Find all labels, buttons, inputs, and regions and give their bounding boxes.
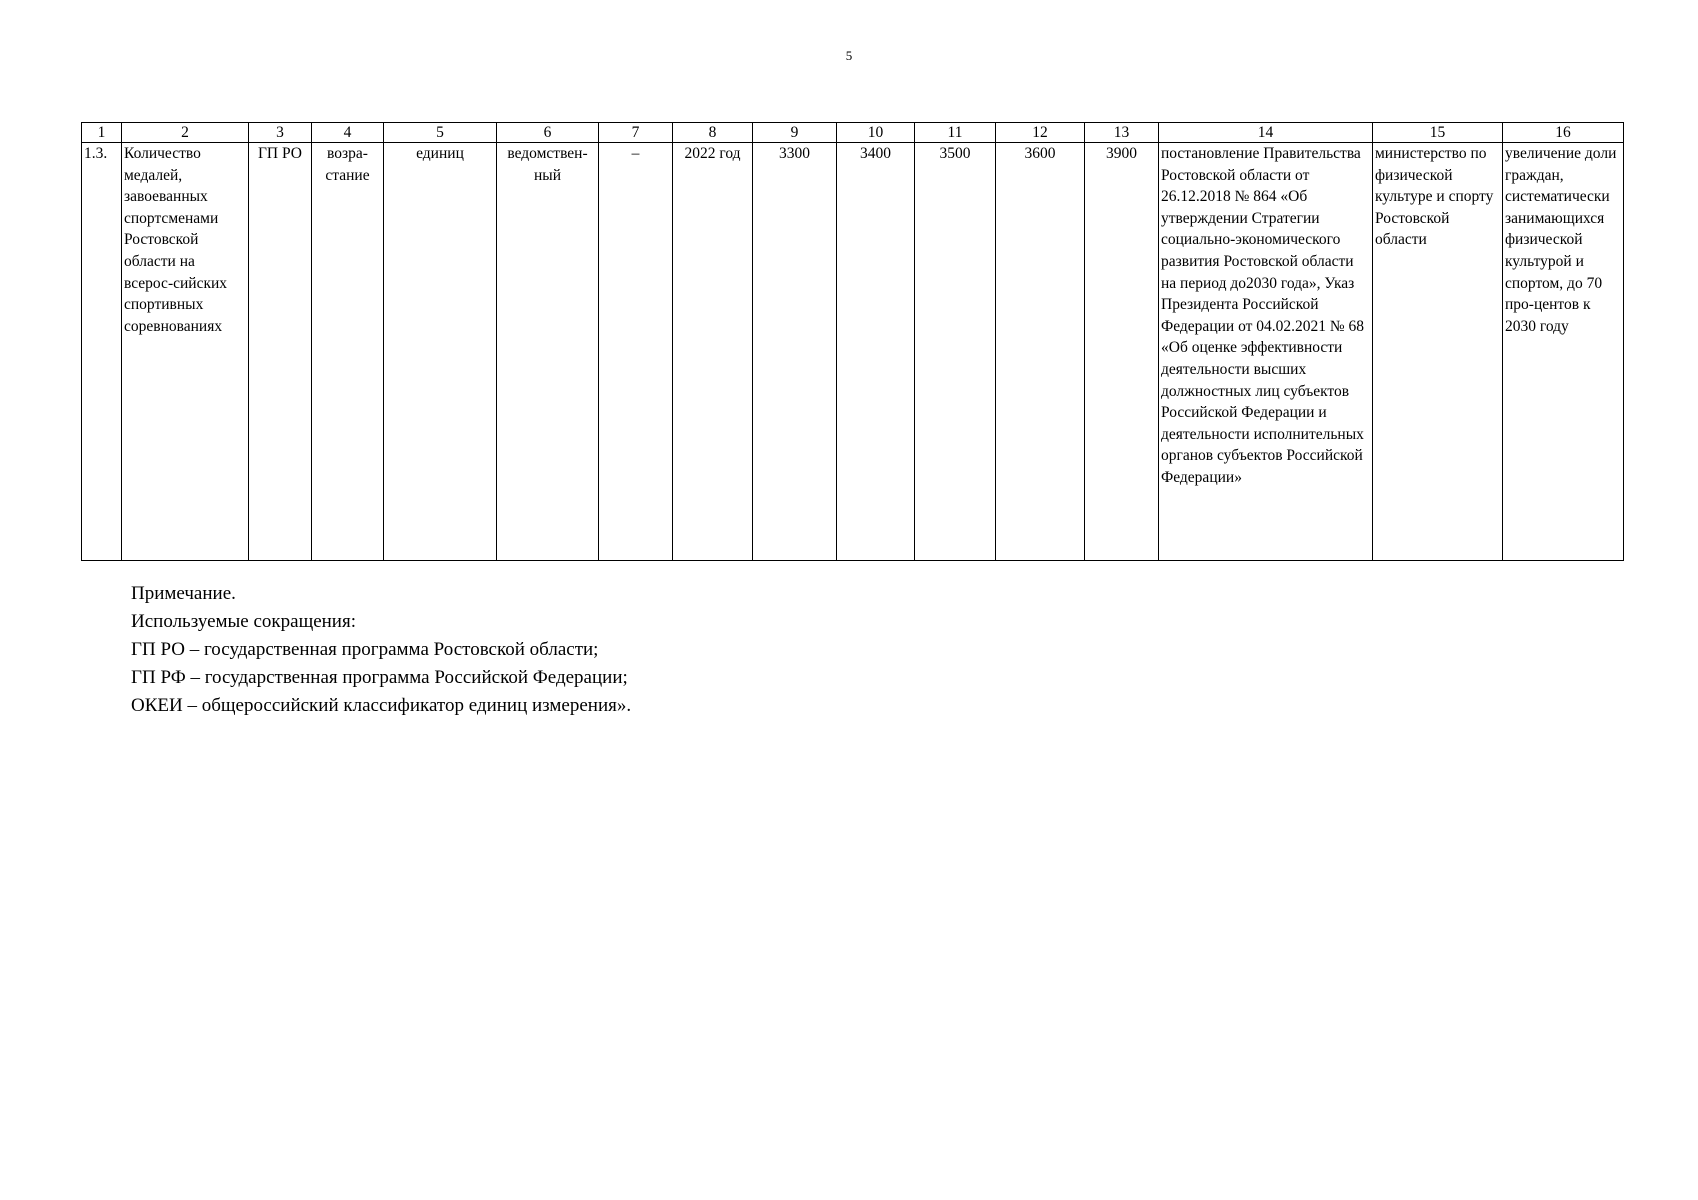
value-cell: 3500 — [915, 143, 996, 561]
document-cell: постановление Правительства Ростовской области от 26.12.2018 № 864 «Об утверждении Стратегии социально-экономического развития Ростовской области на период до2030 года», Указ Президента Российской Федерации от 04.02.2021 № 68 «Об оценке эффективности деятельности высших должностных лиц субъектов Российской Федерации и деятельности исполнительных органов субъектов Российской Федерации» — [1159, 143, 1373, 561]
value-cell: 3400 — [837, 143, 915, 561]
base-year-cell: 2022 год — [673, 143, 753, 561]
column-number: 3 — [249, 123, 312, 143]
value-cell: 3900 — [1085, 143, 1159, 561]
table-row — [82, 143, 1624, 561]
column-number: 7 — [599, 123, 673, 143]
column-number: 6 — [497, 123, 599, 143]
program-cell: ГП РО — [249, 143, 312, 561]
value-cell: 3600 — [996, 143, 1085, 561]
indicator-name-cell: Количество медалей, завоеванных спортсменами Ростовской области на всерос-сийских спортивных соревнованиях — [122, 143, 249, 561]
note-heading: Примечание. — [131, 583, 236, 604]
note-line: ГП РО – государственная программа Ростовской области; — [131, 639, 599, 660]
column-number: 1 — [82, 123, 122, 143]
column-number: 11 — [915, 123, 996, 143]
note-line: ОКЕИ – общероссийский классификатор единиц измерения». — [131, 695, 632, 716]
note-line: Используемые сокращения: — [131, 611, 356, 632]
column-number: 13 — [1085, 123, 1159, 143]
column-number: 8 — [673, 123, 753, 143]
unit-cell: единиц — [384, 143, 497, 561]
value-cell: 3300 — [753, 143, 837, 561]
column-number: 4 — [312, 123, 384, 143]
column-number: 16 — [1503, 123, 1624, 143]
column-number: 2 — [122, 123, 249, 143]
column-number: 9 — [753, 123, 837, 143]
indicator-type-cell: ведомствен-ный — [497, 143, 599, 561]
row-number-cell: 1.3. — [82, 143, 122, 561]
notes-block — [131, 580, 631, 720]
table-header-row — [82, 123, 1624, 143]
goal-link-cell: увеличение доли граждан, систематически занимающихся физической культурой и спортом, до 70 про-центов к 2030 году — [1503, 143, 1624, 561]
okei-cell: – — [599, 143, 673, 561]
indicators-table — [81, 122, 1624, 561]
page-number: 5 — [845, 48, 853, 63]
column-number: 15 — [1373, 123, 1503, 143]
column-number: 12 — [996, 123, 1085, 143]
note-line: ГП РФ – государственная программа Российской Федерации; — [131, 667, 628, 688]
column-number: 5 — [384, 123, 497, 143]
column-number: 14 — [1159, 123, 1373, 143]
column-number: 10 — [837, 123, 915, 143]
responsible-cell: министерство по физической культуре и спорту Ростовской области — [1373, 143, 1503, 561]
trend-cell: возра-стание — [312, 143, 384, 561]
